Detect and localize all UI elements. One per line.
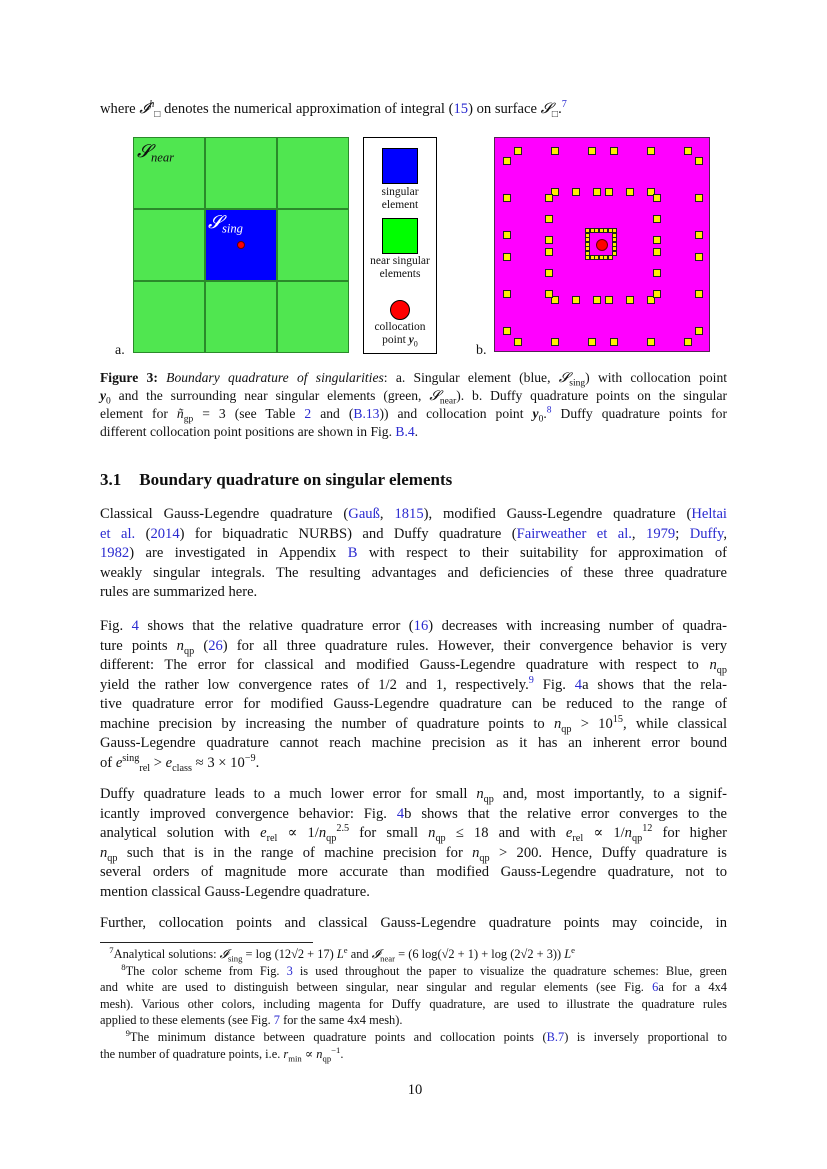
quadrature-point [695,327,703,335]
quadrature-point [588,338,596,346]
text-line: tive quadrature error for modified Gauss-Legendre quadrature can be reduced to the range of [100,696,727,712]
quadrature-point [545,269,553,277]
text-line: Fig. 4 shows that the relative quadrature error (16) decreases with increasing number of quadra- [100,618,728,634]
text-line: of $e^{sing}_{rel} > e_{class} \approx 3 \times 10^{-9}$. [100,752,260,774]
text-line: et al. (2014) for biquadratic NURBS) and Duffy quadrature (Fairweather et al., 1979; Duffy, [100,525,728,542]
text-line: ture points $n_{qp}$ (26) for all three quadrature rules. However, their convergence behavior is very [100,637,727,657]
text-line: yield the rather low convergence rates of 1/2 and 1, respectively.$^9$ Fig. 4a shows that the rela- [100,674,728,693]
panel-a-label: a. [115,343,125,358]
quadrature-point [545,236,553,244]
text-line: 1982) are investigated in Appendix B with respect to their suitability for approximation of [100,545,727,561]
quadrature-point [588,147,596,155]
quadrature-point [503,327,511,335]
footnote-line: the number of quadrature points, i.e. $r_{min} \propto n_{qp}^{-1}$. [100,1044,344,1064]
quadrature-point [653,290,661,298]
text-line: Gauss-Legendre quadrature cannot reach machine precision as it has an inherent error bound [100,735,727,751]
quadrature-point [545,290,553,298]
near-label: 𝓢$_{near}$ [137,141,175,165]
text-line: weakly singular integrals. The resulting advantages and deficiencies of these three quadrature [100,564,727,581]
quadrature-point [545,248,553,256]
text-line: several orders of magnitude more accurate than modified Gauss-Legendre quadrature, not to [100,864,727,880]
quadrature-point [684,338,692,346]
paragraph [100,505,727,603]
footnote-line: $^7$Analytical solutions: 𝓘$_{sing}$ = log (12√2 + 17) Le and 𝓘$_{near}$ = (6 log(√2 + 1) + log (2√2 + 3)) Le [109,944,576,964]
quadrature-point [612,251,617,256]
section-heading: 3.1 Boundary quadrature on singular elements [100,470,453,489]
quadrature-point [695,157,703,165]
near-singular-element [205,137,277,209]
text-line: machine precision by increasing the number of quadrature points to $n_{qp} > 10^{15}$, while classical [100,713,727,735]
text-line: icantly improved convergence behavior: Fig. 4b shows that the relative error converges to the [100,805,727,822]
quadrature-point [626,188,634,196]
quadrature-point [626,296,634,304]
singular-swatch [382,148,418,184]
quadrature-point [593,296,601,304]
collocation-point [596,239,608,251]
text-line: mention classical Gauss-Legendre quadrature. [100,883,370,900]
quadrature-point [647,338,655,346]
footnote-line: applied to these elements (see Fig. 7 for the same 4x4 mesh). [100,1013,403,1028]
quadrature-point [514,147,522,155]
collocation-swatch-icon [390,300,410,320]
near-singular-element [205,281,277,353]
footnote-line: and white are used to distinguish between singular, near singular and regular elements (see Fig. 6a for a 4x4 [100,980,727,995]
quadrature-point [653,236,661,244]
near-singular-element [277,281,349,353]
quadrature-point [514,338,522,346]
collocation-point [237,241,245,249]
text-line: analytical solution with $e_{rel} \propto 1/n_{qp}^{2.5}$ for small $n_{qp} \le 18$ and with $e_{rel} \propto 1/n_{qp}^{12}$ for higher [100,823,727,844]
quadrature-point [503,157,511,165]
sing-label: 𝓢$_{sing}$ [208,212,243,236]
legend-singular-label: singular element [381,186,419,211]
near-singular-element [133,209,205,281]
quadrature-point [503,231,511,239]
paragraph [100,617,727,773]
quadrature-point [605,188,613,196]
quadrature-point [695,194,703,202]
paragraph [100,785,727,902]
footnotes [100,946,727,1062]
quadrature-point [653,269,661,277]
legend-collocation-label: collocation point $y_0$ [374,321,426,349]
quadrature-point [585,251,590,256]
quadrature-point [647,147,655,155]
quadrature-point [695,290,703,298]
paragraph [100,914,727,934]
quadrature-point [551,147,559,155]
quadrature-point [503,194,511,202]
footnote-line: mesh). Various other colors, including magenta for Duffy quadrature, are used to illustrate the quadrature rules [100,996,727,1011]
quadrature-point [572,188,580,196]
text-line: Further, collocation points and classical Gauss-Legendre quadrature points may coincide, in [100,915,727,931]
page-number: 10 [407,1082,423,1098]
footnote-line: $^9$The minimum distance between quadrature points and collocation points (B.7) is inversely proportional to [125,1027,727,1044]
quadrature-point [593,188,601,196]
text-line: different: The error for classical and modified Gauss-Legendre quadrature with respect to $n_{qp}$ [100,657,727,676]
text-line: $n_{qp}$ such that is in the range of machine precision for $n_{qp} > 200$. Hence, Duffy quadrature is [100,844,727,864]
legend-near-label: near singular elements [370,255,430,280]
quadrature-point [503,290,511,298]
figure-panel-b [494,137,710,352]
quadrature-point [545,215,553,223]
quadrature-point [610,147,618,155]
quadrature-point [572,296,580,304]
quadrature-point [605,296,613,304]
quadrature-point [551,338,559,346]
quadrature-point [695,253,703,261]
figure-panel-a [133,137,349,353]
quadrature-point [653,215,661,223]
intro-line: where 𝓘$^h_□$ denotes the numerical approximation of integral (15) on surface 𝓢$_□$.$^7$ [100,99,567,120]
quadrature-point [503,253,511,261]
near-singular-element [133,281,205,353]
quadrature-point [695,231,703,239]
footnote-rule [100,942,313,943]
near-singular-element [277,137,349,209]
quadrature-point [653,248,661,256]
text-line: rules are summarized here. [100,584,258,600]
quadrature-point [610,338,618,346]
panel-b-label: b. [476,343,487,358]
near-swatch [382,218,418,254]
quadrature-point [684,147,692,155]
footnote-line: $^8$The color scheme from Fig. 3 is used throughout the paper to visualize the quadrature schemes: Blue, green [121,961,727,978]
text-line: Classical Gauss-Legendre quadrature (Gauß, 1815), modified Gauss-Legendre quadrature (Heltai [100,506,727,522]
quadrature-point [545,194,553,202]
text-line: Duffy quadrature leads to a much lower error for small $n_{qp}$ and, most importantly, to a signif- [100,786,728,805]
figure-caption: Figure 3: Boundary quadrature of singularities: a. Singular element (blue, 𝓢$_{sing}$) with collocation point $y_0$ and the surrounding near singular elements (green, 𝓢$_{near}$). b. Duffy quadrature points on the singular element for $ñ_{gp} = 3$ (see Table 2 and (B.13)) and collocation point $y_0.^8$ Duffy quadrature points for different collocation point positions are shown in Fig. B.4. [100,370,728,439]
quadrature-point [608,228,613,233]
figure-legend [363,137,437,354]
quadrature-point [653,194,661,202]
near-singular-element [277,209,349,281]
